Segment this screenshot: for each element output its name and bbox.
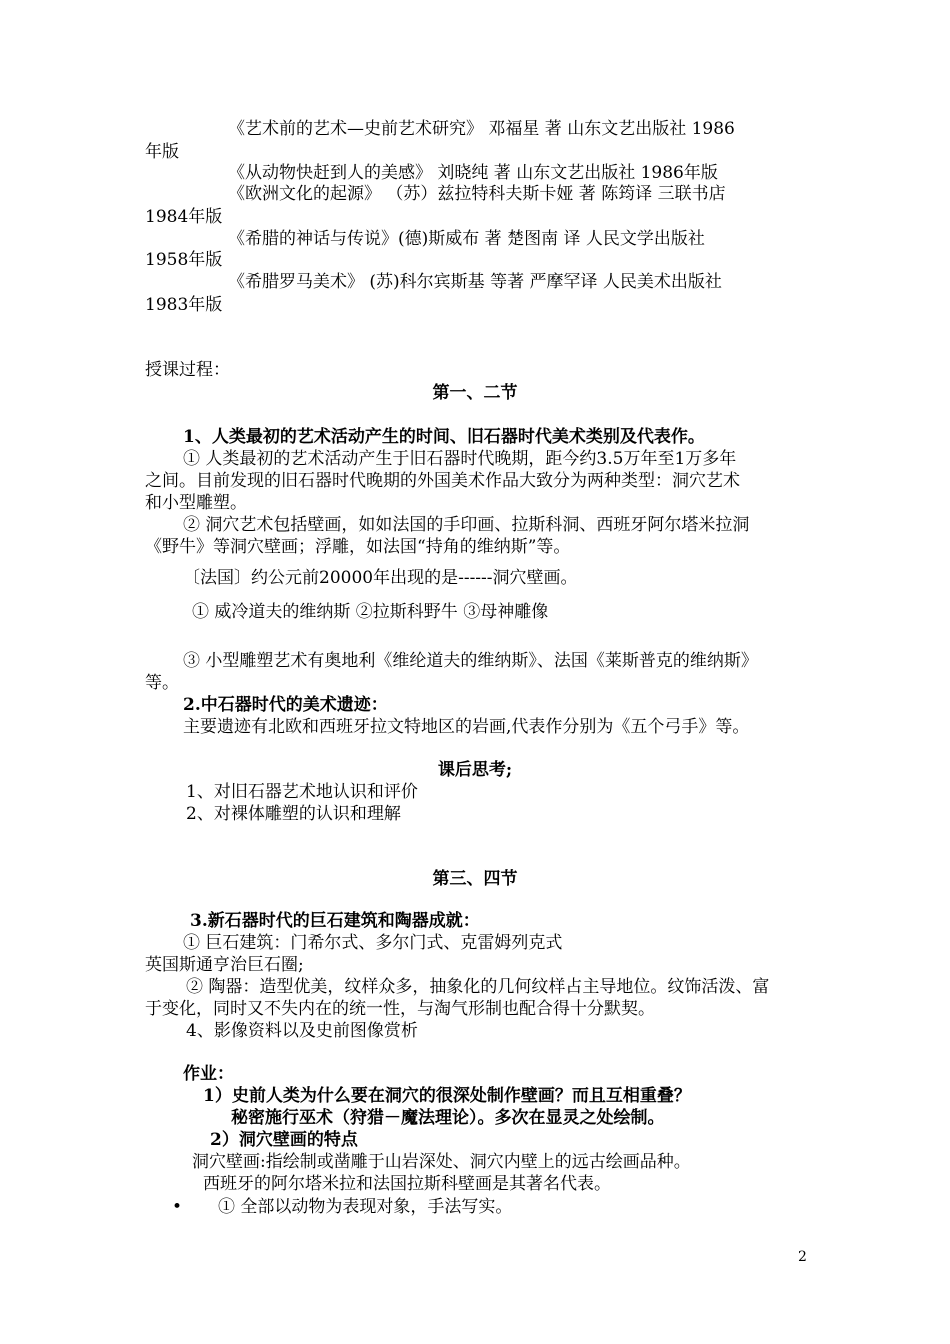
ref-5-line-1: 《希腊罗马美术》 (苏)科尔宾斯基 等著 严摩罕译 人民美术出版社 xyxy=(228,272,722,292)
topic-1-p3-line-2: 等。 xyxy=(145,673,179,693)
ref-4-line-2: 1958年版 xyxy=(145,250,223,270)
topic-1-p2-line-1: ② 洞穴艺术包括壁画，如如法国的手印画、拉斯科洞、西班牙阿尔塔米拉洞 xyxy=(183,515,750,535)
ref-5-line-2: 1983年版 xyxy=(145,295,223,315)
homework-q2-line-1: 洞穴壁画:指绘制或凿雕于山岩深处、洞穴内壁上的远古绘画品种。 xyxy=(192,1152,691,1172)
after-class-item-2: 2、对裸体雕塑的认识和理解 xyxy=(186,804,401,824)
teaching-process-label: 授课过程： xyxy=(145,360,230,380)
ref-1-line-2: 年版 xyxy=(145,142,179,162)
topic-3-p1-cont: 英国斯通亨治巨石圈; xyxy=(145,955,304,975)
topic-1-p1-line-3: 和小型雕塑。 xyxy=(145,493,247,513)
homework-q2: 2）洞穴壁画的特点 xyxy=(210,1130,358,1150)
homework-q2-line-2: 西班牙的阿尔塔米拉和法国拉斯科壁画是其著名代表。 xyxy=(203,1174,611,1194)
page-number: 2 xyxy=(798,1249,807,1265)
ref-2: 《从动物快赶到人的美感》 刘晓纯 著 山东文艺出版社 1986年版 xyxy=(228,163,718,183)
topic-1-p1-line-2: 之间。目前发现的旧石器时代晚期的外国美术作品大致分为两种类型：洞穴艺术 xyxy=(145,471,740,491)
quiz-options: ① 威冷道夫的维纳斯 ②拉斯科野牛 ③母神雕像 xyxy=(192,602,549,622)
topic-3-p2-line-1: ② 陶器：造型优美，纹样众多，抽象化的几何纹样占主导地位。纹饰活泼、富 xyxy=(186,977,770,997)
homework-q2-line-3: ① 全部以动物为表现对象，手法写实。 xyxy=(218,1197,513,1217)
homework-q1: 1）史前人类为什么要在洞穴的很深处制作壁画？而且互相重叠？ xyxy=(203,1086,691,1106)
after-class-item-1: 1、对旧石器艺术地认识和评价 xyxy=(186,782,418,802)
homework-q1-answer: 秘密施行巫术（狩猎－魔法理论）。多次在显灵之处绘制。 xyxy=(231,1108,665,1128)
topic-2-heading: 2.中石器时代的美术遗迹： xyxy=(183,695,388,715)
ref-1-line-1: 《艺术前的艺术—史前艺术研究》 邓福星 著 山东文艺出版社 1986 xyxy=(228,119,735,139)
homework-heading: 作业： xyxy=(183,1064,234,1084)
quiz-question: 〔法国〕约公元前20000年出现的是------洞穴壁画。 xyxy=(183,568,578,588)
ref-4-line-1: 《希腊的神话与传说》(德)斯威布 著 楚图南 译 人民文学出版社 xyxy=(228,229,705,249)
topic-1-p1-line-1: ① 人类最初的艺术活动产生于旧石器时代晚期，距今约3.5万年至1万多年 xyxy=(183,449,737,469)
ref-3-line-1: 《欧洲文化的起源》 （苏）兹拉特科夫斯卡娅 著 陈筠译 三联书店 xyxy=(228,184,726,204)
after-class-heading: 课后思考; xyxy=(437,760,513,780)
topic-3-p2-line-2: 于变化，同时又不失内在的统一性，与淘气形制也配合得十分默契。 xyxy=(145,999,655,1019)
section-heading-1-2: 第一、二节 xyxy=(432,383,518,403)
topic-1-p2-line-2: 《野牛》等洞穴壁画；浮雕，如法国“持角的维纳斯”等。 xyxy=(145,537,571,557)
topic-1-p3-line-1: ③ 小型雕塑艺术有奥地利《维纶道夫的维纳斯》、法国《莱斯普克的维纳斯》 xyxy=(183,651,758,671)
topic-2-body: 主要遗迹有北欧和西班牙拉文特地区的岩画,代表作分别为《五个弓手》等。 xyxy=(183,717,750,737)
topic-1-heading: 1、人类最初的艺术活动产生的时间、旧石器时代美术类别及代表作。 xyxy=(183,427,705,447)
topic-3-p1: ① 巨石建筑：门希尔式、多尔门式、克雷姆列克式 xyxy=(183,933,563,953)
bullet-dot: • xyxy=(172,1197,183,1217)
section-heading-3-4: 第三、四节 xyxy=(432,869,518,889)
topic-4: 4、影像资料以及史前图像赏析 xyxy=(186,1021,418,1041)
ref-3-line-2: 1984年版 xyxy=(145,207,223,227)
topic-3-heading: 3.新石器时代的巨石建筑和陶器成就： xyxy=(190,911,480,931)
